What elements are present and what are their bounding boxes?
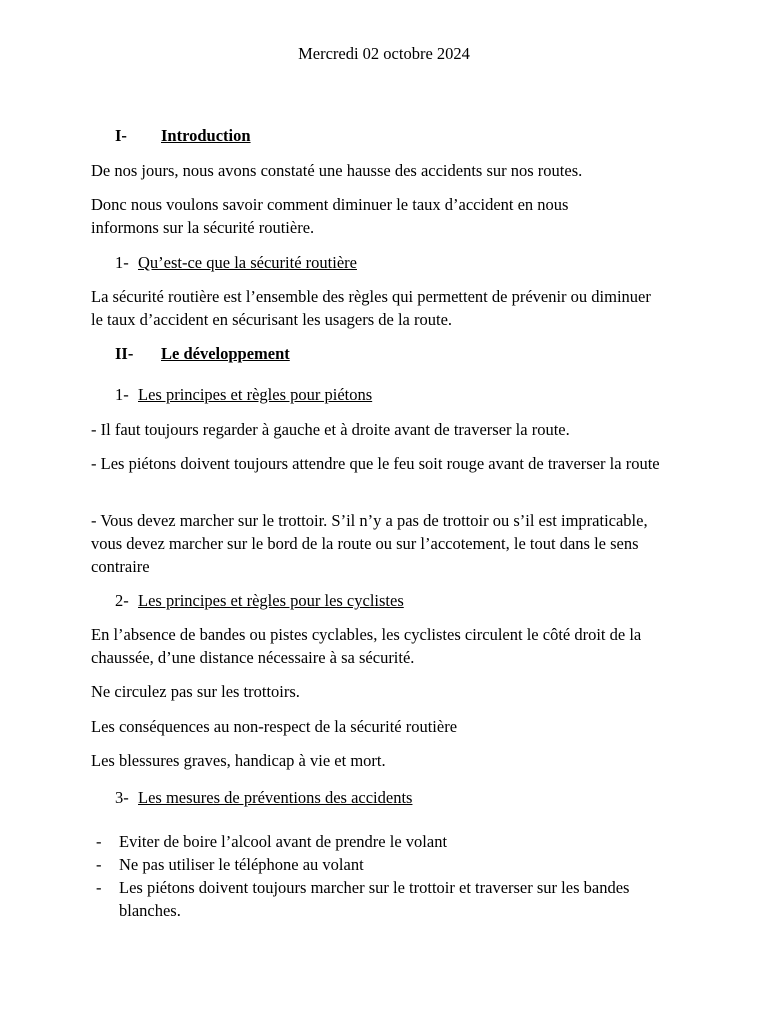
subsection-heading-definition: [115, 251, 357, 274]
list-item: [96, 830, 676, 853]
subsection-title: Qu’est-ce que la sécurité routière: [138, 253, 357, 272]
subsection-title: Les mesures de préventions des accidents: [138, 788, 413, 807]
pieton-rule-2: - Les piétons doivent toujours attendre que le feu soit rouge avant de traverser la route: [91, 454, 660, 473]
consequences-paragraph: Les blessures graves, handicap à vie et mort.: [91, 751, 386, 770]
list-item-text: Les piétons doivent toujours marcher sur le trottoir et traverser sur les bandes blanches.: [119, 878, 630, 920]
cycliste-paragraph-1: En l’absence de bandes ou pistes cyclables, les cyclistes circulent le côté droit de la chaussée, d’une distance nécessaire à sa sécurité.: [91, 625, 642, 667]
subsection-title: Les principes et règles pour piétons: [138, 385, 373, 404]
intro-paragraph-1: De nos jours, nous avons constaté une hausse des accidents sur nos routes.: [91, 161, 583, 180]
definition-paragraph: La sécurité routière est l’ensemble des règles qui permettent de prévenir ou diminuer le taux d’accident en sécurisant les usagers de la route.: [91, 287, 651, 329]
list-dash: -: [96, 832, 102, 851]
list-item-text: Eviter de boire l’alcool avant de prendre le volant: [119, 832, 448, 851]
section-title: Introduction: [161, 126, 251, 145]
subsection-heading-cyclistes: [115, 589, 404, 612]
document-date: Mercredi 02 octobre 2024: [298, 44, 470, 63]
list-dash: -: [96, 855, 102, 874]
section-heading-developpement: [115, 342, 290, 365]
section-number: II-: [115, 344, 134, 363]
list-item-text: Ne pas utiliser le téléphone au volant: [119, 855, 364, 874]
subsection-heading-pietons: [115, 383, 372, 406]
intro-paragraph-2: Donc nous voulons savoir comment diminuer le taux d’accident en nous informons sur la sécurité routière.: [91, 195, 569, 237]
consequences-heading: Les conséquences au non-respect de la sécurité routière: [91, 717, 458, 736]
subsection-number: 2-: [115, 591, 129, 610]
list-dash: -: [96, 878, 102, 897]
subsection-title: Les principes et règles pour les cyclistes: [138, 591, 404, 610]
section-number: I-: [115, 126, 127, 145]
subsection-number: 1-: [115, 253, 129, 272]
section-title: Le développement: [161, 344, 290, 363]
pieton-rule-3: - Vous devez marcher sur le trottoir. S’il n’y a pas de trottoir ou s’il est impraticable, vous devez marcher sur le bord de la route ou sur l’accotement, le tout dans le sens contraire: [91, 511, 648, 576]
list-item: [96, 853, 676, 876]
cycliste-paragraph-2: Ne circulez pas sur les trottoirs.: [91, 682, 300, 701]
section-heading-introduction: [115, 124, 251, 147]
subsection-number: 3-: [115, 788, 129, 807]
pieton-rule-1: - Il faut toujours regarder à gauche et à droite avant de traverser la route.: [91, 420, 570, 439]
subsection-number: 1-: [115, 385, 129, 404]
subsection-heading-preventions: [115, 786, 412, 809]
list-item: [96, 876, 656, 922]
